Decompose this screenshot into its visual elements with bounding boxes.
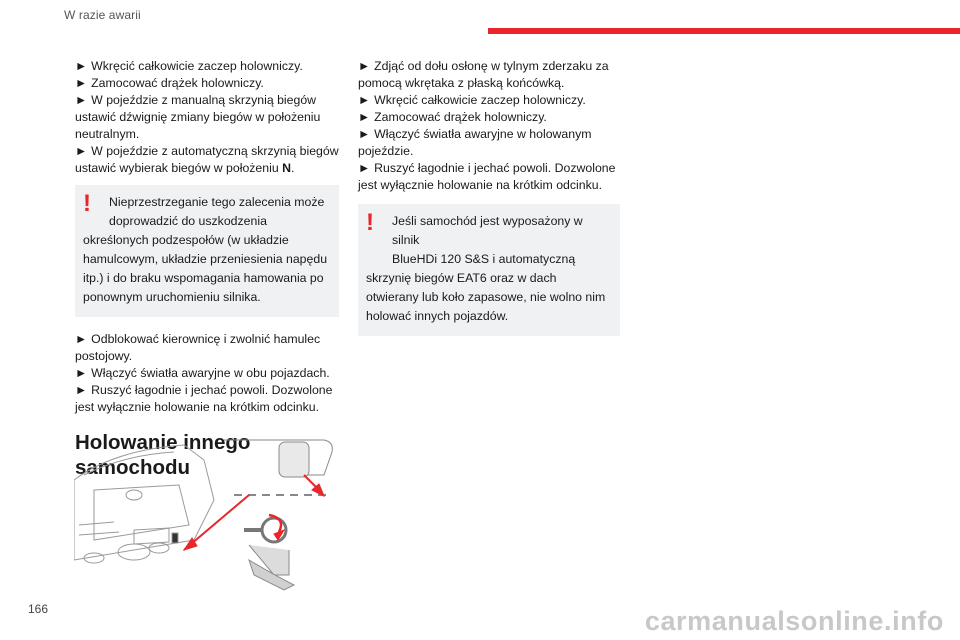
section-title: Holowanie innego samochodu	[75, 431, 251, 479]
instruction-bullet: ► W pojeździe z manualną skrzynią biegów ustawić dźwignię zmiany biegów w położeniu neutralnym.	[75, 93, 321, 141]
bullet-arrow-icon: ►	[358, 93, 371, 107]
instruction-bullet: ► Ruszyć łagodnie i jechać powoli. Dozwolone jest wyłącznie holowanie na krótkim odcinku.	[358, 161, 616, 192]
header-title: W razie awarii	[64, 8, 141, 22]
instruction-bullet: ► Zamocować drążek holowniczy.	[75, 76, 264, 90]
bullet-arrow-icon: ►	[75, 366, 88, 380]
instruction-bullet: ► Zdjąć od dołu osłonę w tylnym zderzaku za pomocą wkrętaka z płaską końcówką.	[358, 59, 609, 90]
bullet-arrow-icon: ►	[358, 127, 371, 141]
warning-text-line: Nieprzestrzeganie tego zalecenia może	[109, 195, 325, 209]
warning-text: skrzynię biegów EAT6 oraz w dach otwierany lub koło zapasowe, nie wolno nim holować innych pojazdów.	[366, 271, 606, 323]
instruction-bullet: ► Odblokować kierownicę i zwolnić hamulec postojowy.	[75, 332, 321, 363]
warning-text-line: Jeśli samochód jest wyposażony w silnik	[392, 214, 583, 247]
bullet-arrow-icon: ►	[75, 76, 88, 90]
instruction-bullet: ► Wkręcić całkowicie zaczep holowniczy.	[75, 59, 303, 73]
warning-text-line: doprowadzić do uszkodzenia	[109, 214, 267, 228]
gear-position-label: N	[282, 161, 291, 175]
bullet-arrow-icon: ►	[75, 59, 88, 73]
bullet-arrow-icon: ►	[75, 144, 88, 158]
bullet-arrow-icon: ►	[358, 59, 371, 73]
warning-text: określonych podzespołów (w układzie hamulcowym, układzie przeniesienia napędu itp.) i do braku wspomagania hamowania po ponownym uruchomieniu silnika.	[83, 233, 328, 304]
warning-box	[75, 185, 339, 317]
warning-exclamation-icon: !	[366, 209, 374, 236]
warning-box	[358, 204, 620, 336]
bullet-arrow-icon: ►	[75, 332, 88, 346]
header-accent-bar	[488, 28, 960, 34]
detail-inset-drawing	[224, 440, 332, 590]
warning-text-line: BlueHDi 120 S&S i automatyczną	[392, 252, 576, 266]
instruction-bullet: ► W pojeździe z automatyczną skrzynią biegów ustawić wybierak biegów w położeniu N.	[75, 144, 339, 175]
instruction-bullet: ► Włączyć światła awaryjne w obu pojazdach.	[75, 366, 330, 380]
bullet-arrow-icon: ►	[358, 110, 371, 124]
instruction-bullet: ► Zamocować drążek holowniczy.	[358, 110, 547, 124]
instruction-bullet: ► Włączyć światła awaryjne w holowanym pojeździe.	[358, 127, 592, 158]
watermark: carmanualsonline.info	[644, 606, 944, 636]
left-column	[75, 58, 339, 480]
towing-eye-illustration	[74, 430, 334, 595]
bullet-arrow-icon: ►	[75, 383, 88, 397]
bullet-arrow-icon: ►	[358, 161, 371, 175]
bullet-arrow-icon: ►	[75, 93, 88, 107]
right-column	[358, 58, 620, 336]
warning-exclamation-icon: !	[83, 190, 91, 217]
instruction-bullet: ► Wkręcić całkowicie zaczep holowniczy.	[358, 93, 586, 107]
instruction-bullet: ► Ruszyć łagodnie i jechać powoli. Dozwolone jest wyłącznie holowanie na krótkim odcinku.	[75, 383, 333, 414]
red-indicator-arrows	[184, 475, 324, 550]
page-number: 166	[28, 602, 49, 616]
